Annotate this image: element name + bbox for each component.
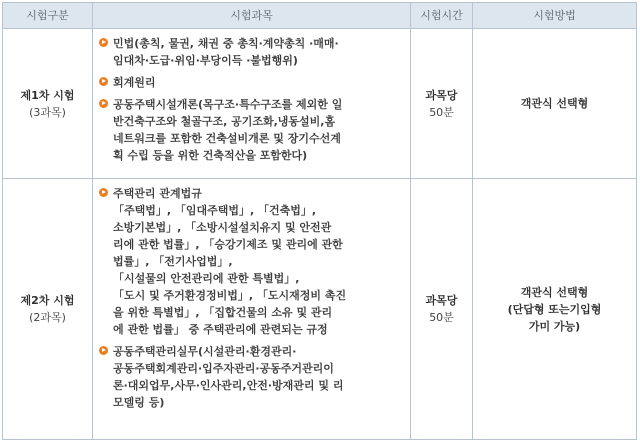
header-row (3, 3, 637, 29)
law-line: 「주택법」, 「임대주택법」, 「건축법」, (113, 204, 317, 217)
subject-line: 네트워크를 포함한 건축설비개론 및 장기수선계 (113, 132, 341, 145)
category-cell (3, 179, 93, 440)
subject-item (99, 343, 404, 411)
category-label: 제2차 시험 (20, 294, 75, 307)
category-count: (3과목) (29, 105, 66, 119)
subject-line: 공동주택회계관리·입주자관리·공동주거관리이 (113, 362, 334, 375)
subject-item (99, 74, 404, 91)
method-cell (473, 179, 637, 440)
subject-line: 회계원리 (113, 76, 156, 89)
law-line: 「시설물의 안전관리에 관한 특별법」, (113, 272, 300, 285)
orange-bullet-icon (99, 38, 108, 47)
method-text: 객관식 선택형 (520, 97, 589, 110)
subject-item (99, 96, 404, 164)
header-category: 시험구분 (3, 3, 93, 29)
method-text: (단답형 또는기입형 (507, 302, 602, 316)
subject-line: 민법(총칙, 물권, 채권 중 총칙·계약총칙 ·매매· (113, 37, 339, 50)
method-cell (473, 29, 637, 179)
time-cell (411, 29, 473, 179)
category-count: (2과목) (29, 311, 66, 324)
subject-item (99, 35, 404, 69)
subjects-cell (93, 29, 411, 179)
table-row-second-exam (3, 179, 637, 440)
orange-bullet-icon (99, 346, 108, 355)
header-time: 시험시간 (411, 3, 473, 29)
law-line: 법률」, 「전기사업법」, (113, 255, 233, 268)
category-label: 제1차 시험 (20, 88, 75, 102)
header-method: 시험방법 (473, 3, 637, 29)
subject-line: 모델링 등) (113, 396, 165, 409)
orange-bullet-icon (99, 77, 108, 86)
subject-line: 공동주택시설개론(목구조·특수구조를 제외한 일 (113, 98, 343, 111)
orange-bullet-icon (99, 99, 108, 108)
exam-subjects-table (2, 2, 637, 440)
time-label: 과목당 (425, 294, 458, 307)
time-duration: 50분 (429, 311, 454, 324)
subject-line: 임대차·도급·위임·부당이득 ·불법행위) (113, 54, 298, 67)
law-line: 소방기본법」, 「소방시설설치유지 및 안전관 (113, 221, 332, 234)
orange-bullet-icon (99, 188, 108, 197)
subject-line: 반건축구조와 철골구조, 공기조화,냉동설비,홈 (113, 115, 336, 128)
header-subjects: 시험과목 (93, 3, 411, 29)
time-label: 과목당 (425, 88, 458, 102)
time-cell (411, 179, 473, 440)
law-list (99, 202, 404, 338)
time-duration: 50분 (429, 105, 454, 119)
method-text: 객관식 선택형 (520, 285, 589, 299)
law-line: 을 위한 특별법」, 「집합건물의 소유 및 관리 (113, 306, 333, 319)
category-cell (3, 29, 93, 179)
subject-item (99, 185, 404, 338)
subject-line: 획 수립 등을 위한 건축적산을 포함한다) (113, 149, 308, 162)
law-line: 에 관한 법률」 중 주택관리에 관련되는 규정 (113, 323, 328, 336)
subject-line: 공동주택관리실무(시설관리·환경관리· (113, 345, 297, 358)
law-line: 「도시 및 주거환경정비법」, 「도시재정비 촉진 (113, 289, 347, 302)
law-line: 리에 관한 법률」, 「승강기제조 및 관리에 관한 (113, 238, 343, 251)
table-row-first-exam (3, 29, 637, 179)
subjects-cell (93, 179, 411, 440)
method-text: 가미 가능) (528, 319, 581, 333)
subject-line: 주택관리 관계법규 (113, 187, 202, 200)
subject-line: 론·대외업무,사무·인사관리,안전·방재관리 및 리 (113, 379, 344, 392)
